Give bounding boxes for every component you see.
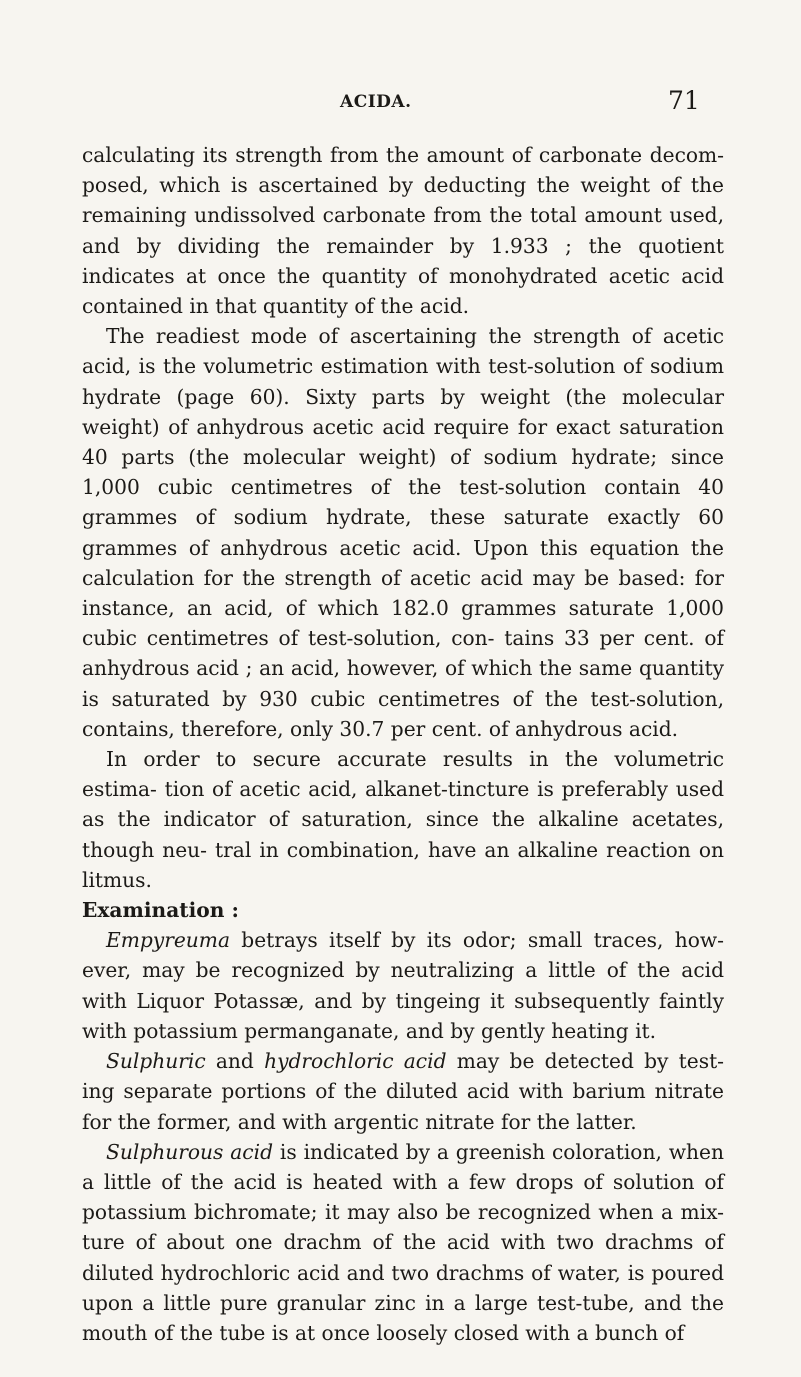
term-sulphuric: Sulphuric	[106, 1049, 206, 1074]
connector-and: and	[205, 1049, 265, 1074]
paragraph-continued: calculating its strength from the amount of carbonate decom- posed, which is ascertained by deducting the weight of the remaining undissolved carbonate from the total amount used, and by dividing the remainder by 1.933 ; the quotient indicates at once the quantity of monohydrated acetic acid contained in that quantity of the acid.	[82, 143, 724, 319]
paragraph-indicator: In order to secure accurate results in the volumetric estima- tion of acetic acid, alkanet-tincture is preferably used as the indicator of saturation, since the alkaline acetates, though neu- tral in combination, have an alkaline reaction on litmus.	[82, 747, 724, 892]
term-sulphurous-acid: Sulphurous acid	[106, 1139, 273, 1164]
paragraph-volumetric-estimation: The readiest mode of ascertaining the strength of acetic acid, is the volumetric estimation with test-solution of sodium hydrate (page 60). Sixty parts by weight (the molecular weight) of anhydrous acetic acid require for exact saturation 40 parts (the molecular weight) of sodium hydrate; since 1,000 cubic centimetres of the test-solution contain 40 grammes of sodium hydrate, these saturate exactly 60 grammes of anhydrous acetic acid. Upon this equation the calculation for the strength of acetic acid may be based: for instance, an acid, of which 182.0 grammes saturate 1,000 cubic centimetres of test-solution, con- tains 33 per cent. of anhydrous acid ; an acid, however, of which the same quantity is saturated by 930 cubic centimetres of the test-solution, contains, therefore, only 30.7 per cent. of anhydrous acid.	[82, 324, 724, 741]
paragraph-sulphuric	[82, 1046, 724, 1137]
term-hydrochloric-acid: hydrochloric acid	[264, 1049, 447, 1074]
paragraph-sulphuric-text: may be detected by test- ing separate portions of the diluted acid with barium nitrate for the former, and with argentic nitrate for the latter.	[82, 1049, 725, 1134]
term-empyreuma: Empyreuma	[106, 928, 230, 953]
paragraph-empyreuma-text: betrays itself by its odor; small traces, how- ever, may be recognized by neutralizing a little of the acid with Liquor Potassæ, and by tingeing it subsequently faintly with potassium permanganate, and by gently heating it.	[82, 928, 724, 1043]
examination-heading: Examination :	[82, 898, 239, 923]
page-body	[82, 140, 724, 1348]
page-number: 71	[668, 86, 700, 115]
paragraph-sulphurous	[82, 1137, 724, 1348]
running-head	[0, 86, 801, 126]
paragraph-sulphurous-text: is indicated by a greenish coloration, when a little of the acid is heated with a few drops of solution of potassium bichromate; it may also be recognized when a mix- ture of about one drachm of the acid with two drachms of diluted hydrochloric acid and two drachms of water, is poured upon a little pure granular zinc in a large test-tube, and the mouth of the tube is at once loosely closed with a bunch of	[82, 1139, 724, 1345]
running-head-title: ACIDA.	[340, 92, 412, 112]
paragraph-empyreuma	[82, 925, 724, 1046]
